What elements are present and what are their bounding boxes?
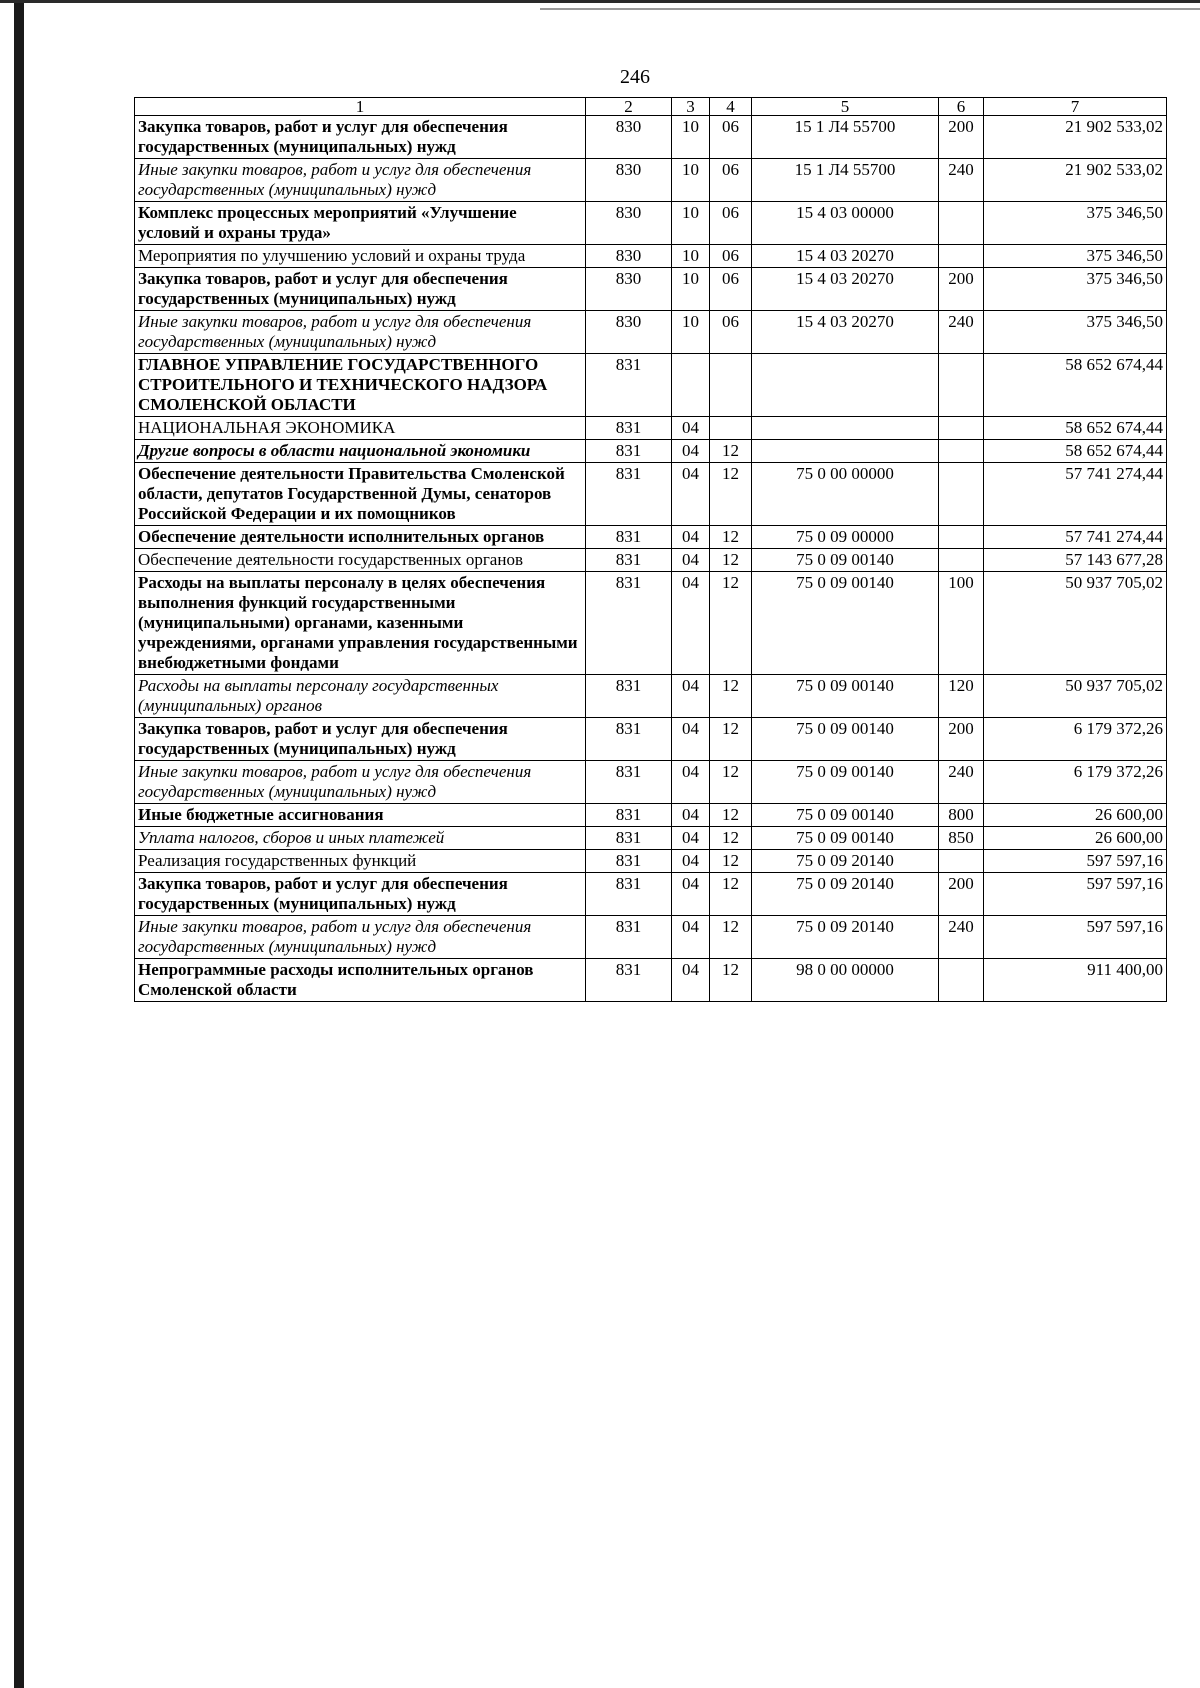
subsection-code: 06 [710, 311, 752, 354]
row-name: Иные закупки товаров, работ и услуг для обеспечения государственных (муниципальных) нужд [135, 761, 586, 804]
target-article-code [752, 417, 939, 440]
expense-type-code: 240 [939, 159, 984, 202]
row-name: Закупка товаров, работ и услуг для обеспечения государственных (муниципальных) нужд [135, 873, 586, 916]
subsection-code [710, 354, 752, 417]
table-row [135, 718, 1167, 761]
scan-edge [14, 0, 24, 1688]
column-number: 4 [710, 98, 752, 116]
admin-code: 830 [586, 159, 672, 202]
target-article-code [752, 354, 939, 417]
scan-top-rule [540, 8, 1200, 10]
amount: 911 400,00 [984, 959, 1167, 1002]
target-article-code: 75 0 09 20140 [752, 873, 939, 916]
row-name: Закупка товаров, работ и услуг для обеспечения государственных (муниципальных) нужд [135, 268, 586, 311]
table-row [135, 245, 1167, 268]
subsection-code: 12 [710, 827, 752, 850]
section-code: 04 [672, 761, 710, 804]
section-code: 04 [672, 718, 710, 761]
admin-code: 830 [586, 116, 672, 159]
subsection-code: 12 [710, 549, 752, 572]
section-code: 04 [672, 959, 710, 1002]
table-row [135, 873, 1167, 916]
expense-type-code [939, 850, 984, 873]
target-article-code: 15 4 03 20270 [752, 311, 939, 354]
target-article-code: 75 0 09 00140 [752, 827, 939, 850]
column-number: 3 [672, 98, 710, 116]
target-article-code: 75 0 09 00140 [752, 572, 939, 675]
subsection-code: 12 [710, 850, 752, 873]
section-code [672, 354, 710, 417]
table-row [135, 572, 1167, 675]
table-row [135, 440, 1167, 463]
expense-type-code: 240 [939, 311, 984, 354]
target-article-code: 15 4 03 20270 [752, 268, 939, 311]
expense-type-code [939, 354, 984, 417]
expense-type-code [939, 202, 984, 245]
row-name: Расходы на выплаты персоналу в целях обеспечения выполнения функций государственными (муниципальными) органами, казенными учреждениями, органами управления государственными внебюджетными фондами [135, 572, 586, 675]
section-code: 10 [672, 202, 710, 245]
expense-type-code [939, 417, 984, 440]
amount: 57 143 677,28 [984, 549, 1167, 572]
row-name: Другие вопросы в области национальной экономики [135, 440, 586, 463]
admin-code: 831 [586, 916, 672, 959]
admin-code: 831 [586, 959, 672, 1002]
target-article-code: 75 0 09 00000 [752, 526, 939, 549]
target-article-code: 15 1 Л4 55700 [752, 159, 939, 202]
section-code: 04 [672, 417, 710, 440]
amount: 6 179 372,26 [984, 718, 1167, 761]
row-name: Реализация государственных функций [135, 850, 586, 873]
row-name: Иные бюджетные ассигнования [135, 804, 586, 827]
admin-code: 831 [586, 417, 672, 440]
subsection-code: 12 [710, 959, 752, 1002]
table-row [135, 116, 1167, 159]
amount: 50 937 705,02 [984, 572, 1167, 675]
amount: 57 741 274,44 [984, 463, 1167, 526]
admin-code: 831 [586, 761, 672, 804]
table-row [135, 959, 1167, 1002]
amount: 375 346,50 [984, 245, 1167, 268]
subsection-code: 06 [710, 245, 752, 268]
subsection-code: 12 [710, 916, 752, 959]
amount: 50 937 705,02 [984, 675, 1167, 718]
admin-code: 831 [586, 850, 672, 873]
table-row [135, 850, 1167, 873]
page-number: 246 [620, 66, 650, 88]
section-code: 10 [672, 159, 710, 202]
column-number: 1 [135, 98, 586, 116]
expense-type-code: 200 [939, 873, 984, 916]
section-code: 10 [672, 311, 710, 354]
amount: 597 597,16 [984, 850, 1167, 873]
section-code: 04 [672, 804, 710, 827]
table-row [135, 417, 1167, 440]
subsection-code: 12 [710, 718, 752, 761]
subsection-code: 12 [710, 463, 752, 526]
section-code: 10 [672, 268, 710, 311]
section-code: 04 [672, 572, 710, 675]
section-code: 04 [672, 549, 710, 572]
target-article-code: 75 0 09 20140 [752, 850, 939, 873]
admin-code: 830 [586, 311, 672, 354]
admin-code: 831 [586, 827, 672, 850]
row-name: Закупка товаров, работ и услуг для обеспечения государственных (муниципальных) нужд [135, 116, 586, 159]
expense-type-code [939, 440, 984, 463]
section-code: 04 [672, 850, 710, 873]
column-number-row [135, 98, 1167, 116]
table-row [135, 463, 1167, 526]
row-name: Мероприятия по улучшению условий и охраны труда [135, 245, 586, 268]
column-number: 2 [586, 98, 672, 116]
amount: 6 179 372,26 [984, 761, 1167, 804]
expense-type-code [939, 549, 984, 572]
subsection-code: 06 [710, 202, 752, 245]
subsection-code: 06 [710, 268, 752, 311]
admin-code: 831 [586, 354, 672, 417]
subsection-code: 12 [710, 526, 752, 549]
row-name: Уплата налогов, сборов и иных платежей [135, 827, 586, 850]
scan-top-border [0, 0, 1200, 3]
section-code: 04 [672, 873, 710, 916]
expense-type-code: 850 [939, 827, 984, 850]
amount: 58 652 674,44 [984, 440, 1167, 463]
column-number: 6 [939, 98, 984, 116]
section-code: 04 [672, 916, 710, 959]
subsection-code: 12 [710, 675, 752, 718]
budget-table [134, 97, 1167, 1002]
row-name: Обеспечение деятельности государственных органов [135, 549, 586, 572]
subsection-code: 06 [710, 159, 752, 202]
amount: 597 597,16 [984, 916, 1167, 959]
section-code: 04 [672, 526, 710, 549]
expense-type-code: 240 [939, 761, 984, 804]
admin-code: 831 [586, 804, 672, 827]
target-article-code: 75 0 09 00140 [752, 718, 939, 761]
row-name: Обеспечение деятельности исполнительных органов [135, 526, 586, 549]
amount: 375 346,50 [984, 268, 1167, 311]
column-number: 5 [752, 98, 939, 116]
target-article-code: 75 0 09 00140 [752, 804, 939, 827]
amount: 597 597,16 [984, 873, 1167, 916]
admin-code: 831 [586, 873, 672, 916]
row-name: НАЦИОНАЛЬНАЯ ЭКОНОМИКА [135, 417, 586, 440]
admin-code: 830 [586, 268, 672, 311]
table-row [135, 311, 1167, 354]
admin-code: 831 [586, 572, 672, 675]
subsection-code: 12 [710, 804, 752, 827]
admin-code: 830 [586, 202, 672, 245]
table-row [135, 804, 1167, 827]
admin-code: 831 [586, 463, 672, 526]
table-row [135, 354, 1167, 417]
target-article-code: 15 4 03 20270 [752, 245, 939, 268]
subsection-code: 12 [710, 572, 752, 675]
amount: 57 741 274,44 [984, 526, 1167, 549]
expense-type-code [939, 526, 984, 549]
admin-code: 831 [586, 675, 672, 718]
row-name: Непрограммные расходы исполнительных органов Смоленской области [135, 959, 586, 1002]
amount: 58 652 674,44 [984, 354, 1167, 417]
admin-code: 831 [586, 718, 672, 761]
amount: 375 346,50 [984, 202, 1167, 245]
target-article-code: 98 0 00 00000 [752, 959, 939, 1002]
section-code: 04 [672, 675, 710, 718]
row-name: Иные закупки товаров, работ и услуг для обеспечения государственных (муниципальных) нужд [135, 916, 586, 959]
table-row [135, 268, 1167, 311]
admin-code: 831 [586, 526, 672, 549]
expense-type-code: 800 [939, 804, 984, 827]
subsection-code: 06 [710, 116, 752, 159]
table-row [135, 827, 1167, 850]
table-row [135, 761, 1167, 804]
admin-code: 830 [586, 245, 672, 268]
expense-type-code: 120 [939, 675, 984, 718]
target-article-code: 75 0 09 00140 [752, 549, 939, 572]
target-article-code: 15 4 03 00000 [752, 202, 939, 245]
admin-code: 831 [586, 440, 672, 463]
subsection-code: 12 [710, 761, 752, 804]
expense-type-code [939, 245, 984, 268]
amount: 26 600,00 [984, 804, 1167, 827]
table-row [135, 526, 1167, 549]
section-code: 10 [672, 245, 710, 268]
amount: 58 652 674,44 [984, 417, 1167, 440]
target-article-code: 75 0 00 00000 [752, 463, 939, 526]
column-number: 7 [984, 98, 1167, 116]
section-code: 04 [672, 440, 710, 463]
subsection-code: 12 [710, 440, 752, 463]
table-row [135, 916, 1167, 959]
row-name: Расходы на выплаты персоналу государственных (муниципальных) органов [135, 675, 586, 718]
expense-type-code: 100 [939, 572, 984, 675]
target-article-code: 75 0 09 20140 [752, 916, 939, 959]
target-article-code: 75 0 09 00140 [752, 761, 939, 804]
expense-type-code: 200 [939, 116, 984, 159]
expense-type-code: 240 [939, 916, 984, 959]
subsection-code [710, 417, 752, 440]
table-row [135, 202, 1167, 245]
table-row [135, 159, 1167, 202]
row-name: Иные закупки товаров, работ и услуг для обеспечения государственных (муниципальных) нужд [135, 159, 586, 202]
amount: 375 346,50 [984, 311, 1167, 354]
row-name: Иные закупки товаров, работ и услуг для обеспечения государственных (муниципальных) нужд [135, 311, 586, 354]
expense-type-code [939, 959, 984, 1002]
expense-type-code: 200 [939, 718, 984, 761]
subsection-code: 12 [710, 873, 752, 916]
amount: 21 902 533,02 [984, 116, 1167, 159]
expense-type-code: 200 [939, 268, 984, 311]
target-article-code: 15 1 Л4 55700 [752, 116, 939, 159]
amount: 26 600,00 [984, 827, 1167, 850]
section-code: 10 [672, 116, 710, 159]
row-name: Комплекс процессных мероприятий «Улучшение условий и охраны труда» [135, 202, 586, 245]
expense-type-code [939, 463, 984, 526]
row-name: Обеспечение деятельности Правительства Смоленской области, депутатов Государственной Думы, сенаторов Российской Федерации и их помощников [135, 463, 586, 526]
target-article-code [752, 440, 939, 463]
row-name: Закупка товаров, работ и услуг для обеспечения государственных (муниципальных) нужд [135, 718, 586, 761]
admin-code: 831 [586, 549, 672, 572]
target-article-code: 75 0 09 00140 [752, 675, 939, 718]
section-code: 04 [672, 463, 710, 526]
table-row [135, 549, 1167, 572]
amount: 21 902 533,02 [984, 159, 1167, 202]
section-code: 04 [672, 827, 710, 850]
table-row [135, 675, 1167, 718]
row-name: ГЛАВНОЕ УПРАВЛЕНИЕ ГОСУДАРСТВЕННОГО СТРОИТЕЛЬНОГО И ТЕХНИЧЕСКОГО НАДЗОРА СМОЛЕНСКОЙ ОБЛАСТИ [135, 354, 586, 417]
